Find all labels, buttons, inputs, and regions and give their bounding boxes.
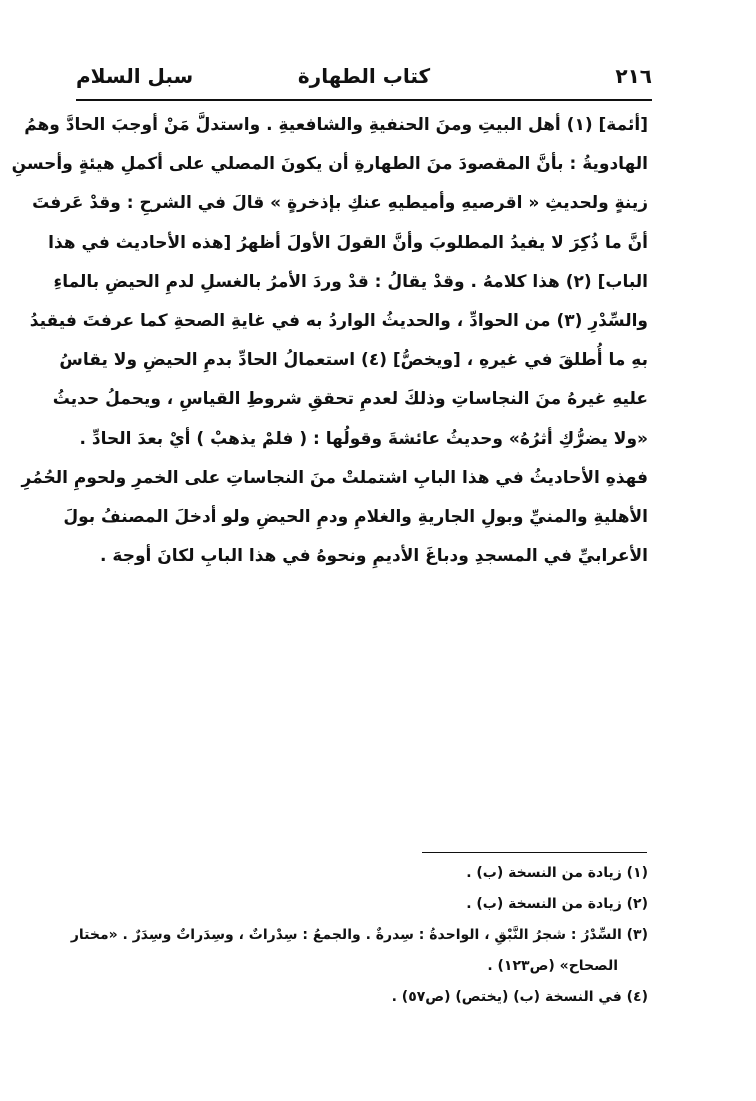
- body-line: الأعرابيِّ في المسجدِ ودباغَ الأديمِ ونحوهُ في هذا البابِ لكانَ أوجهَ .: [100, 546, 648, 567]
- footnote-4: (٤) في النسخة (ب) (يختص) (ص٥٧) .: [391, 989, 648, 1005]
- footnote-2: (٢) زيادة من النسخة (ب) .: [466, 896, 648, 912]
- body-line: الهادويةُ : بأنَّ المقصودَ منَ الطهارةِ أن يكونَ المصلي على أكملِ هيئةٍ وأحسنِ: [11, 154, 648, 175]
- page-header: [76, 62, 652, 96]
- footnote-1: (١) زيادة من النسخة (ب) .: [466, 865, 648, 881]
- body-line: زينةٍ ولحديثِ « اقرصيهِ وأميطيهِ عنكِ بإذخرةٍ » قالَ في الشرحِ : وقدْ عَرفتَ: [32, 193, 648, 214]
- footnote-3-continuation: الصحاح» (ص١٢٣) .: [487, 958, 618, 974]
- body-text: [11, 106, 648, 576]
- body-line: والسِّدْرِ (٣) من الحوادِّ ، والحديثُ الواردُ به في غايةِ الصحةِ كما عرفتَ فيقيدُ: [29, 310, 648, 331]
- body-line: فهذهِ الأحاديثُ في هذا البابِ اشتملتْ منَ النجاساتِ على الخمرِ ولحومِ الحُمُرِ: [21, 467, 648, 488]
- book-title: سبل السلام: [76, 64, 194, 88]
- chapter-title: كتاب الطهارة: [297, 64, 431, 88]
- body-line: [أئمة] (١) أهل البيتِ ومنَ الحنفيةِ والشافعيةِ . واستدلَّ مَنْ أوجبَ الحادَّ وهمُ: [24, 115, 648, 135]
- body-line: بهِ ما أُطلقَ في غيرهِ ، [ويخصُّ] (٤) استعمالُ الحادِّ بدمِ الحيضِ ولا يقاسُ: [59, 350, 648, 371]
- footnote-3: (٣) السِّدْرُ : شجرُ النَّبْقِ ، الواحدةُ : سِدرةٌ . والجمعُ : سِدْراتٌ ، وسِدَراتٌ وسِدَرٌ . «مختار: [70, 927, 648, 943]
- body-line: أنَّ ما ذُكِرَ لا يفيدُ المطلوبَ وأنَّ القولَ الأولَ أظهرُ [هذه الأحاديث في هذا: [48, 232, 648, 253]
- footnote-divider: [422, 852, 647, 853]
- body-line: «ولا يضرُّكِ أثرُهُ» وحديثُ عائشةَ وقولُها : ( فلمْ يذهبْ ) أيْ بعدَ الحادِّ .: [79, 428, 648, 449]
- body-line: عليهِ غيرهُ منَ النجاساتِ وذلكَ لعدمِ تحققِ شروطِ القياسِ ، ويحملُ حديثُ: [52, 389, 648, 410]
- header-divider: [76, 99, 652, 101]
- body-line: الأهليةِ والمنيِّ وبولِ الجاريةِ والغلامِ ودمِ الحيضِ ولو أدخلَ المصنفُ بولَ: [63, 506, 648, 527]
- page-number: ٢١٦: [615, 64, 652, 88]
- footnotes: [70, 858, 648, 1013]
- body-line: الباب] (٢) هذا كلامهُ . وقدْ يقالُ : قدْ وردَ الأمرُ بالغسلِ لدمِ الحيضِ بالماءِ: [53, 271, 648, 292]
